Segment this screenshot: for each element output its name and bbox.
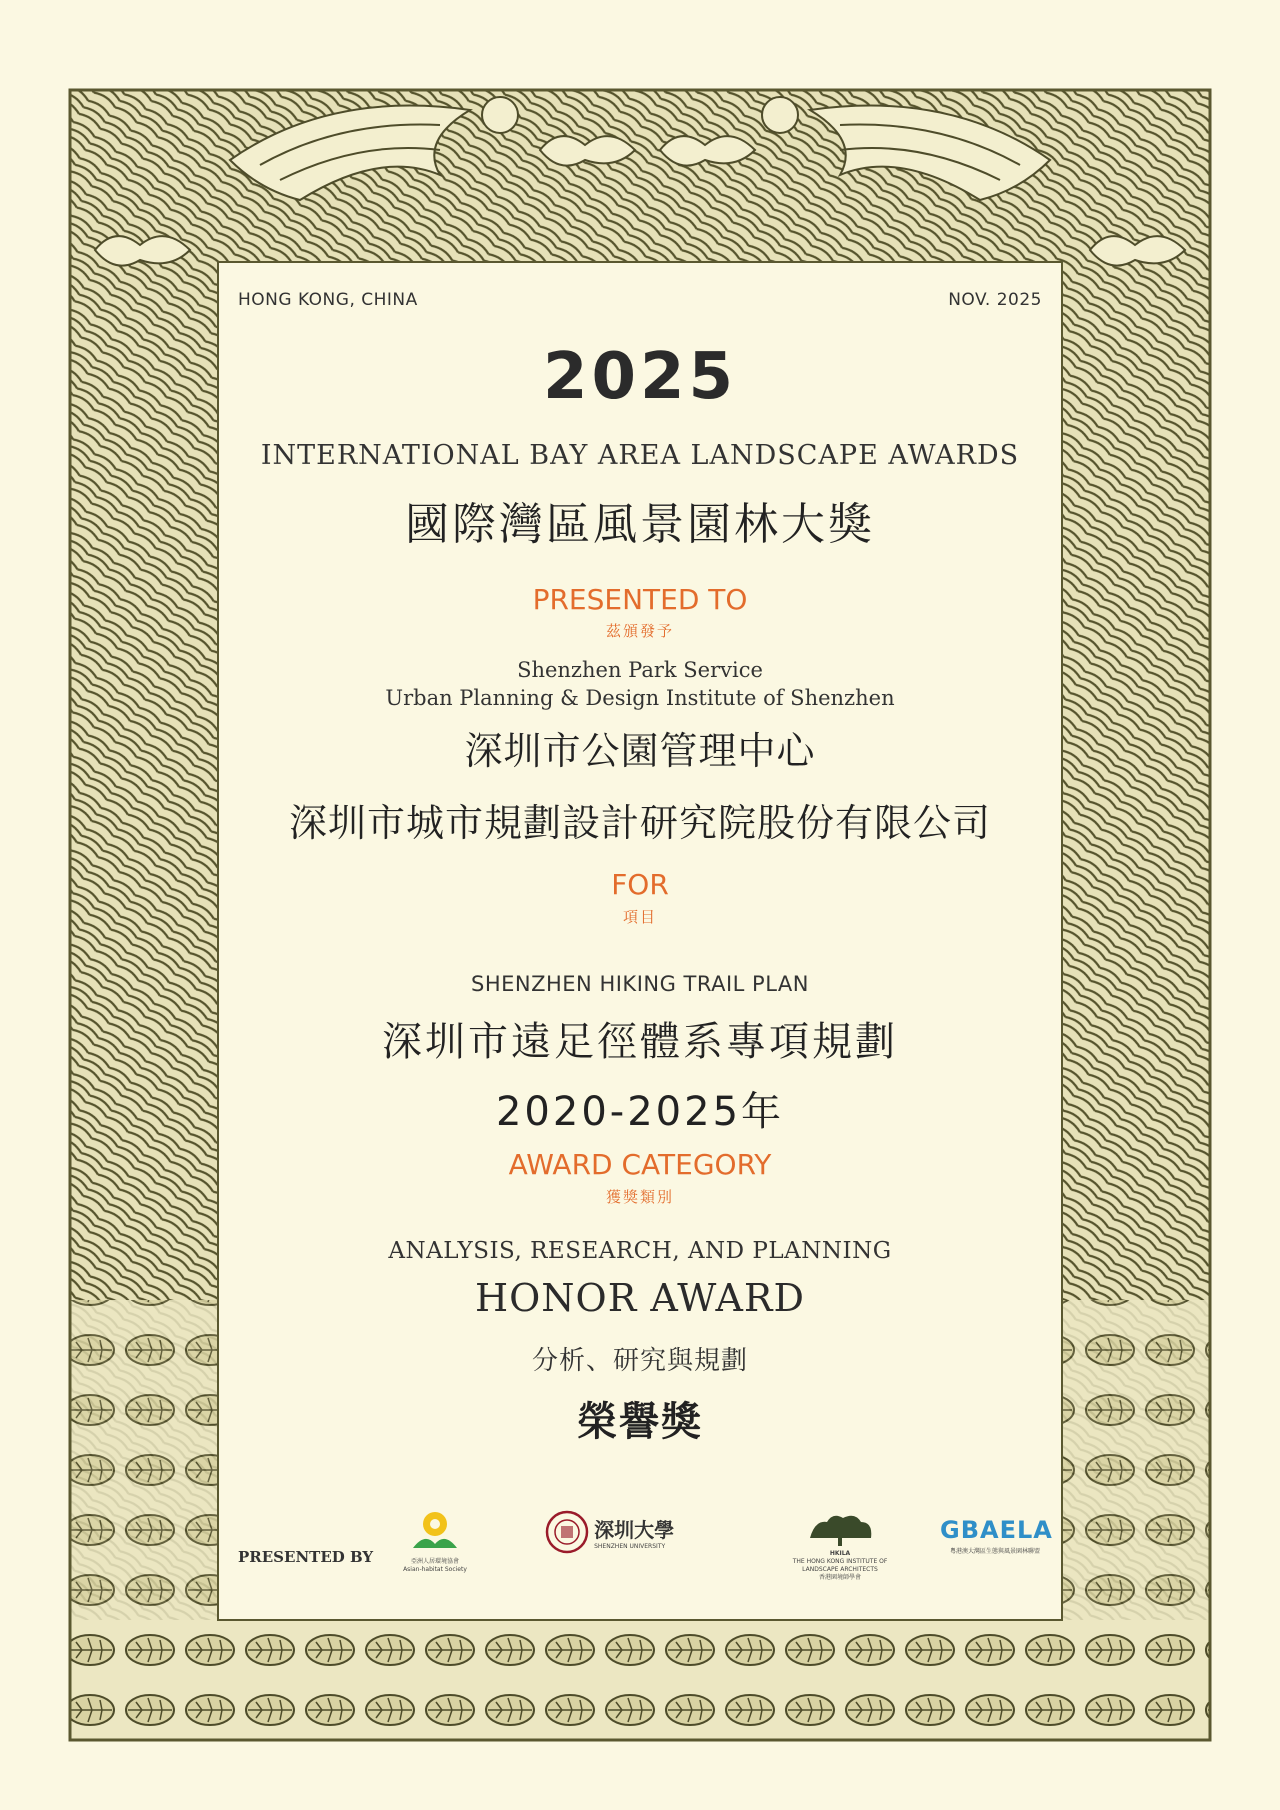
honor-award-zh: 榮譽獎 [577, 1399, 703, 1445]
category-name-en: ANALYSIS, RESEARCH, AND PLANNING [388, 1238, 892, 1264]
project-name-zh: 深圳市遠足徑體系專項規劃 [382, 1019, 898, 1065]
logo-shenzhen-university-sub: SHENZHEN UNIVERSITY [594, 1542, 666, 1550]
award-title-en: INTERNATIONAL BAY AREA LANDSCAPE AWARDS [260, 440, 1020, 471]
location-text: HONG KONG, CHINA [238, 290, 418, 310]
flower-logo-icon [405, 1510, 465, 1554]
honor-award-en: HONOR AWARD [475, 1276, 805, 1320]
presented-to-label-zh: 茲頒發予 [605, 622, 674, 640]
for-label: FOR [611, 868, 669, 901]
category-name-zh: 分析、研究與規劃 [531, 1346, 748, 1376]
logo-asian-habitat-sub: Asian-habitat Society [403, 1566, 467, 1573]
recipient-zh-2: 深圳市城市規劃設計研究院股份有限公司 [288, 801, 991, 845]
date-text: NOV. 2025 [948, 290, 1042, 310]
award-category-label: AWARD CATEGORY [508, 1148, 772, 1181]
logo-asian-habitat [390, 1510, 480, 1574]
for-label-zh: 項目 [622, 908, 657, 926]
logo-asian-habitat-name: 亞洲人居環境協會 [410, 1558, 459, 1565]
university-seal-icon [545, 1510, 589, 1554]
recipient-en-1: Shenzhen Park Service [517, 658, 763, 682]
gbaela-logo-icon: GBAELA [940, 1516, 1053, 1544]
project-years: 2020-2025年 [495, 1089, 785, 1135]
logo-gbaela [940, 1510, 1053, 1556]
logo-shenzhen-university [545, 1510, 725, 1554]
logo-hkila [785, 1510, 895, 1582]
project-name-en: SHENZHEN HIKING TRAIL PLAN [471, 972, 809, 996]
award-year: 2025 [542, 340, 738, 414]
logo-hkila-sub-zh: 香港園境師學會 [818, 1574, 861, 1581]
recipient-zh-1: 深圳市公園管理中心 [464, 729, 816, 773]
presented-to-label: PRESENTED TO [532, 583, 748, 616]
logo-hkila-sub: THE HONG KONG INSTITUTE OF LANDSCAPE ARCHITECTS [792, 1558, 888, 1573]
tree-logo-icon [805, 1510, 875, 1546]
logo-hkila-name: HKILA [829, 1550, 851, 1557]
award-category-label-zh: 獲獎類別 [605, 1188, 674, 1206]
logo-gbaela-sub: 粵港澳大灣區生態與風景園林聯盟 [949, 1548, 1040, 1555]
presented-by-label: PRESENTED BY [238, 1548, 374, 1566]
certificate-content [230, 280, 1053, 1610]
logo-shenzhen-university-name: 深圳大學 [594, 1517, 675, 1542]
award-title-zh: 國際灣區風景園林大獎 [405, 499, 875, 550]
recipient-en-2: Urban Planning & Design Institute of Shenzhen [385, 686, 895, 710]
